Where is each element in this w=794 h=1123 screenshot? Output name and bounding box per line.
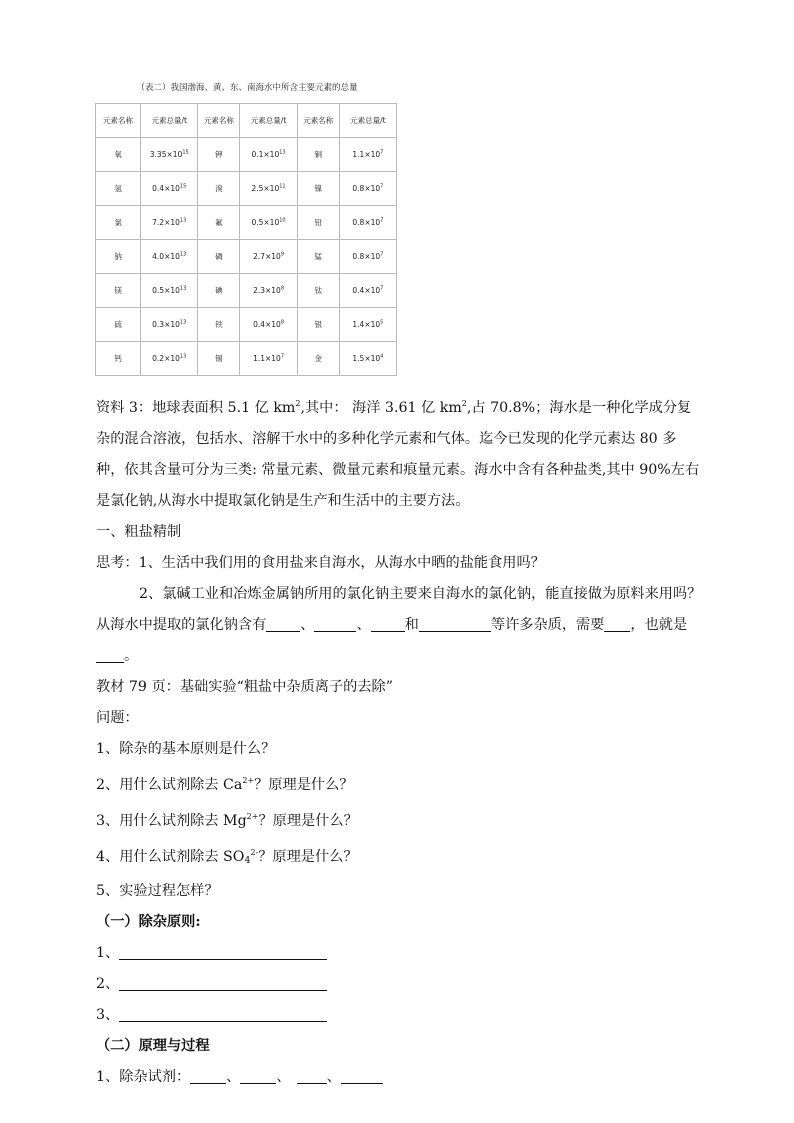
answer-blank[interactable] (119, 1003, 327, 1022)
element-total-cell (240, 240, 297, 274)
total-mantissa: 2.3×10 (253, 286, 281, 295)
element-name-cell: 镁 (96, 274, 141, 308)
total-mantissa: 2.5×10 (251, 184, 280, 193)
table-row (96, 308, 397, 342)
table-header-cell: 元素名称 (297, 104, 339, 138)
total-exponent: 13 (179, 353, 187, 360)
reagent-line: 1、除杂试剂： 、 、 、 (96, 1062, 702, 1093)
element-name-cell: 铜 (297, 138, 339, 172)
think-question-1: 思考：1、生活中我们用的食用盐来自海水，从海水中晒的盐能食用吗？ (96, 555, 545, 571)
total-exponent: 7 (380, 183, 384, 190)
element-name-cell: 铁 (198, 308, 240, 342)
subheading-process: （二）原理与过程 (96, 1038, 210, 1054)
document-body (96, 388, 702, 1093)
element-total-cell (141, 138, 198, 172)
element-name-cell: 磷 (198, 240, 240, 274)
element-total-cell (339, 172, 396, 206)
table-row (96, 342, 397, 376)
total-exponent: 8 (280, 285, 285, 292)
table-row (96, 240, 397, 274)
element-total-cell (240, 342, 297, 376)
question-2: 2、用什么试剂除去 $Ca^{2+}$？原理是什么？ (96, 776, 354, 793)
table-header-cell: 元素总量/t (240, 104, 297, 138)
table-header-row (96, 104, 397, 138)
answer-blank[interactable] (604, 613, 630, 632)
element-name-cell: 镍 (297, 172, 339, 206)
total-exponent: 8 (280, 319, 285, 326)
total-exponent: 13 (179, 251, 187, 258)
element-total-cell (240, 206, 297, 240)
total-mantissa: 0.8×10 (352, 184, 381, 193)
answer-blank[interactable] (119, 941, 327, 960)
question-3: 3、用什么试剂除去 $Mg^{2+}$？原理是什么？ (96, 812, 358, 829)
answer-blank[interactable] (371, 613, 405, 632)
element-name-cell: 氢 (96, 172, 141, 206)
element-name-cell: 银 (297, 308, 339, 342)
total-mantissa: 0.3×10 (152, 320, 180, 329)
element-name-cell: 锰 (297, 240, 339, 274)
element-name-cell: 氧 (96, 138, 141, 172)
total-mantissa: 0.4×10 (152, 184, 180, 193)
element-name-cell: 金 (297, 342, 339, 376)
element-name-cell: 碘 (198, 274, 240, 308)
element-total-cell (240, 172, 297, 206)
total-mantissa: 0.2×10 (152, 354, 180, 363)
table-header-cell: 元素总量/t (339, 104, 396, 138)
total-mantissa: 4.0×10 (152, 252, 180, 261)
element-total-cell (240, 138, 297, 172)
total-mantissa: 1.4×10 (352, 320, 381, 329)
element-total-cell (339, 308, 396, 342)
total-exponent: 15 (182, 149, 189, 156)
element-total-cell (141, 172, 198, 206)
total-mantissa: 1.5×10 (352, 354, 381, 363)
total-exponent: 4 (380, 353, 384, 360)
total-mantissa: 2.7×10 (253, 252, 281, 261)
answer-blank[interactable] (96, 644, 124, 663)
table-header-cell: 元素总量/t (141, 104, 198, 138)
total-exponent: 7 (280, 353, 285, 360)
answer-blank[interactable] (240, 1065, 276, 1084)
answer-blank[interactable] (297, 1065, 327, 1084)
element-name-cell: 钠 (96, 240, 141, 274)
total-exponent: 7 (380, 251, 384, 258)
think-question-2: 2、氯碱工业和冶炼金属钠所用的氯化钠主要来自海水的氯化钠，能直接做为原料来用吗？ (139, 586, 702, 602)
fill-in-sentence: 从海水中提取的氯化钠含有 、 、 和 等许多杂质，需要 ，也就是。 (96, 610, 702, 672)
element-total-cell (141, 342, 198, 376)
element-name-cell: 钙 (96, 342, 141, 376)
total-exponent: 7 (380, 149, 384, 156)
section-heading-crude-salt: 一、粗盐精制 (96, 524, 182, 540)
total-exponent: 7 (380, 217, 384, 224)
answer-blank[interactable] (314, 613, 356, 632)
questions-title: 问题： (96, 710, 139, 726)
total-exponent: 7 (380, 285, 384, 292)
element-name-cell: 氯 (96, 206, 141, 240)
total-exponent: 10 (279, 217, 286, 224)
table-row (96, 274, 397, 308)
table-row (96, 172, 397, 206)
total-exponent: 5 (380, 319, 384, 326)
element-total-cell (339, 206, 396, 240)
element-total-cell (240, 308, 297, 342)
total-mantissa: 0.8×10 (352, 218, 381, 227)
element-total-cell (141, 274, 198, 308)
table-row (96, 206, 397, 240)
element-total-cell (339, 138, 396, 172)
total-exponent: 13 (279, 149, 286, 156)
element-total-cell (339, 240, 396, 274)
answer-blank[interactable] (190, 1065, 226, 1084)
principle-line-2: 2、 (96, 969, 702, 1000)
answer-blank[interactable] (119, 972, 327, 991)
element-name-cell: 锡 (198, 342, 240, 376)
total-exponent: 13 (179, 319, 187, 326)
table-header-cell: 元素名称 (96, 104, 141, 138)
table-header-cell: 元素名称 (198, 104, 240, 138)
element-name-cell: 氟 (198, 206, 240, 240)
total-mantissa: 3.35×10 (149, 150, 183, 159)
total-mantissa: 1.1×10 (352, 150, 381, 159)
element-total-cell (339, 274, 396, 308)
element-total-cell (339, 342, 396, 376)
answer-blank[interactable] (341, 1065, 383, 1084)
total-mantissa: 0.5×10 (251, 218, 280, 227)
total-exponent: 13 (179, 285, 187, 292)
element-name-cell: 溴 (198, 172, 240, 206)
element-name-cell: 钛 (297, 274, 339, 308)
table-row (96, 138, 397, 172)
element-name-cell: 钾 (198, 138, 240, 172)
question-5: 5、实验过程怎样？ (96, 883, 219, 899)
element-total-cell (240, 274, 297, 308)
element-total-cell (141, 206, 198, 240)
textbook-reference: 教材 79 页：基础实验“粗盐中杂质离子的去除” (96, 679, 393, 695)
principle-line-1: 1、 (96, 938, 702, 969)
principle-line-3: 3、 (96, 1000, 702, 1031)
total-mantissa: 1.1×10 (253, 354, 281, 363)
subheading-principles: （一）除杂原则: (96, 914, 201, 930)
total-mantissa: 0.4×10 (352, 286, 381, 295)
answer-blank[interactable] (266, 613, 300, 632)
question-4: 4、用什么试剂除去 $SO_4^{2-}$？原理是什么？ (96, 848, 358, 866)
element-total-cell (141, 240, 198, 274)
answer-blank[interactable] (419, 613, 491, 632)
total-mantissa: 7.2×10 (152, 218, 180, 227)
total-mantissa: 0.1×10 (251, 150, 280, 159)
total-exponent: 15 (179, 183, 187, 190)
total-mantissa: 0.5×10 (152, 286, 180, 295)
total-mantissa: 0.4×10 (253, 320, 281, 329)
resource-3-paragraph: 资料 3：地球表面积 5.1 亿 $km^2$,其中： 海洋 3.61 亿 $km^2$,占 70.8%；海水是一种化学成分复杂的混合溶液，包括水、溶解干水中的多种化学元素和气体。迄今已发现的化学元素达 80 多种，依其含量可分为三类: 常量元素、微量元素和痕量元素。海水中含有各种盐类,其中 90%左右是氯化钠,从海水中提取氯化钠是生产和生活中的主要方法。 (96, 399, 700, 509)
element-name-cell: 铅 (297, 206, 339, 240)
element-name-cell: 硫 (96, 308, 141, 342)
element-table (95, 103, 397, 376)
total-exponent: 11 (279, 183, 286, 190)
total-exponent: 13 (179, 217, 187, 224)
question-1: 1、除杂的基本原则是什么？ (96, 741, 276, 757)
element-total-cell (141, 308, 198, 342)
total-exponent: 9 (280, 251, 285, 258)
total-mantissa: 0.8×10 (352, 252, 381, 261)
table-caption: （表二）我国渤海、黄、东、南海水中所含主要元素的总量 (136, 83, 358, 93)
